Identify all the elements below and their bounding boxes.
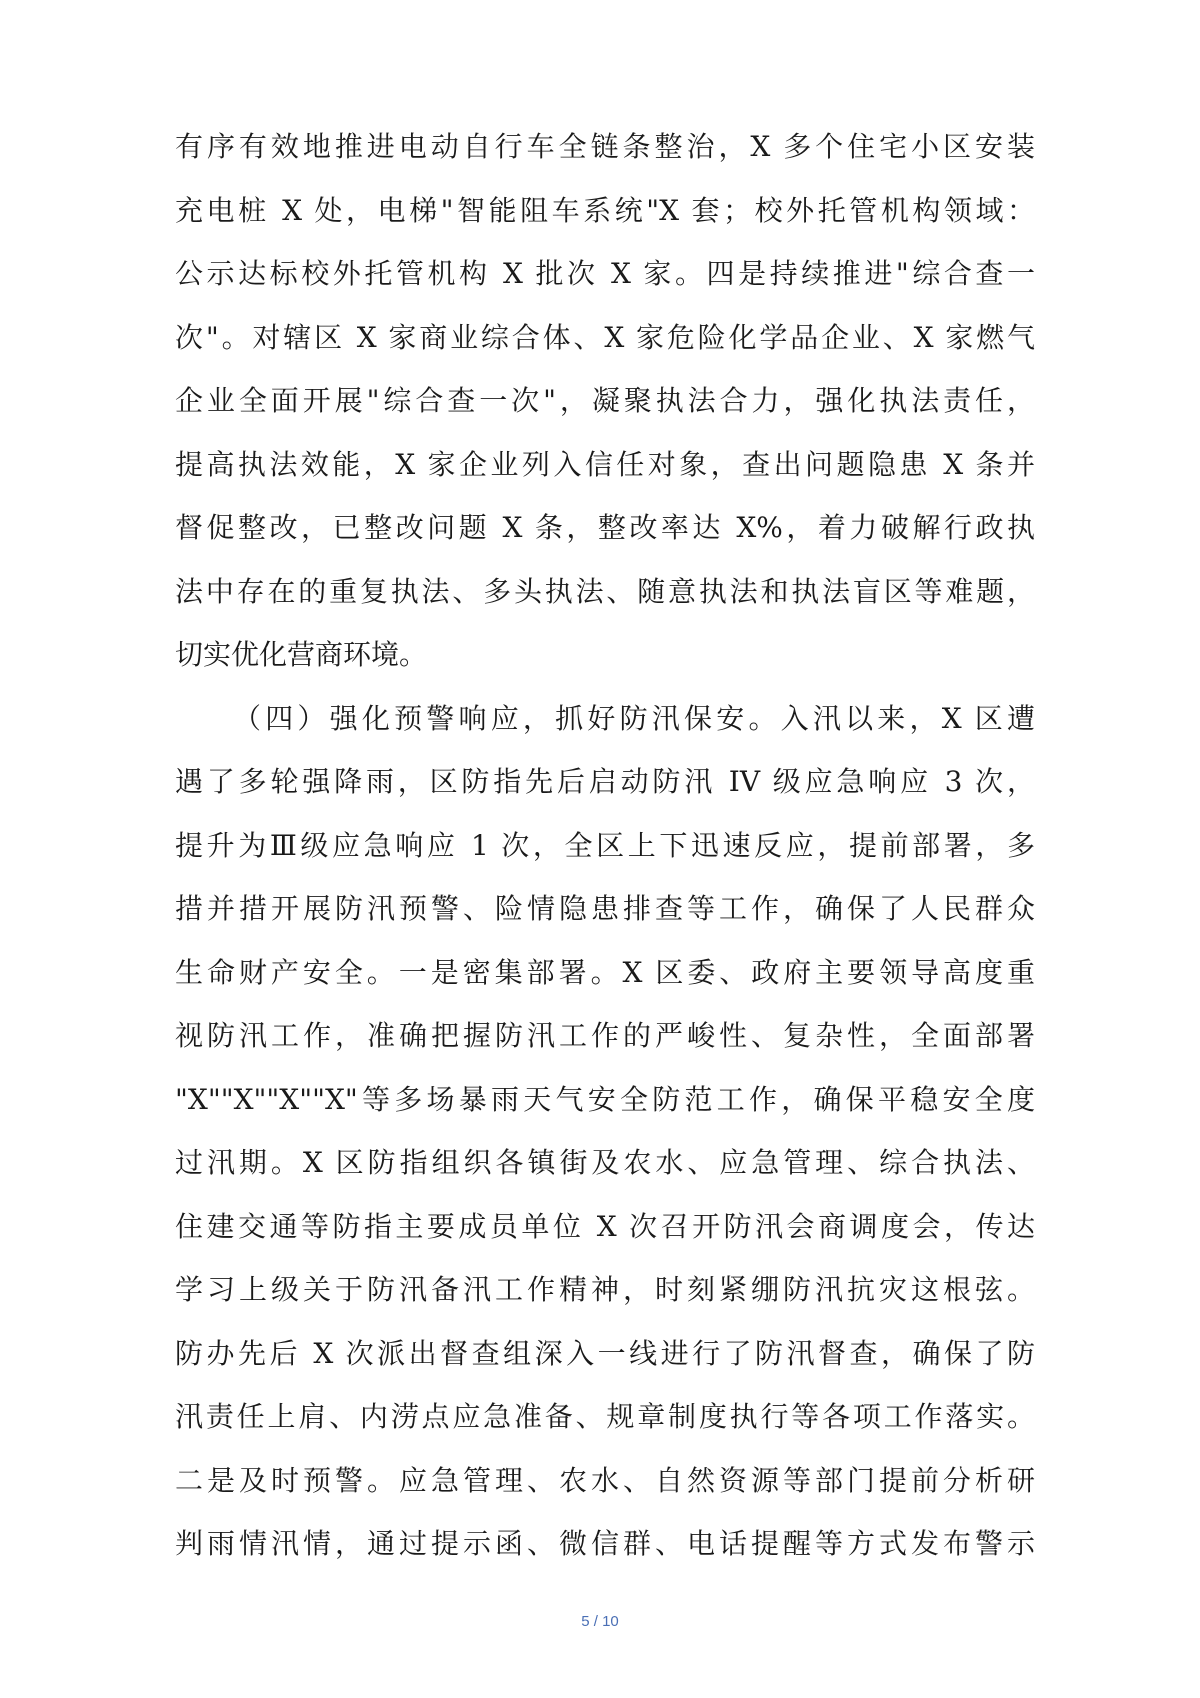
text-line: 有序有效地推进电动自行车全链条整治，X 多个住宅小区安装 bbox=[175, 130, 1035, 163]
text-line: 防办先后 X 次派出督查组深入一线进行了防汛督查，确保了防 bbox=[175, 1336, 1035, 1370]
body-text bbox=[175, 115, 1035, 1576]
text-line: 汛责任上肩、内涝点应急准备、规章制度执行等各项工作落实。 bbox=[175, 1400, 1035, 1433]
page-number: 5 / 10 bbox=[581, 1613, 619, 1630]
text-line: 判雨情汛情，通过提示函、微信群、电话提醒等方式发布警示 bbox=[175, 1527, 1035, 1560]
text-line: 充电桩 X 处，电梯"智能阻车系统"X 套；校外托管机构领域： bbox=[175, 193, 1035, 227]
text-line: 遇了多轮强降雨，区防指先后启动防汛 IV 级应急响应 3 次， bbox=[175, 765, 1035, 798]
text-line: "X""X""X""X"等多场暴雨天气安全防范工作，确保平稳安全度 bbox=[175, 1082, 1035, 1116]
text-line: 次"。对辖区 X 家商业综合体、X 家危险化学品企业、X 家燃气 bbox=[175, 320, 1035, 354]
text-line: 督促整改，已整改问题 X 条，整改率达 X%，着力破解行政执 bbox=[175, 511, 1035, 544]
section-heading-line: （四）强化预警响应，抓好防汛保安。入汛以来，X 区遭 bbox=[233, 701, 1035, 735]
text-line: 法中存在的重复执法、多头执法、随意执法和执法盲区等难题， bbox=[175, 574, 1035, 608]
text-line: 过汛期。X 区防指组织各镇街及农水、应急管理、综合执法、 bbox=[175, 1146, 1035, 1179]
text-line: 学习上级关于防汛备汛工作精神，时刻紧绷防汛抗灾这根弦。 bbox=[175, 1273, 1035, 1306]
text-line: 提升为Ⅲ级应急响应 1 次，全区上下迅速反应，提前部署，多 bbox=[175, 828, 1035, 862]
text-line: 视防汛工作，准确把握防汛工作的严峻性、复杂性，全面部署 bbox=[175, 1019, 1035, 1052]
paragraph-end-line: 切实优化营商环境。 bbox=[175, 638, 428, 671]
text-line: 住建交通等防指主要成员单位 X 次召开防汛会商调度会，传达 bbox=[175, 1209, 1035, 1243]
text-line: 公示达标校外托管机构 X 批次 X 家。四是持续推进"综合查一 bbox=[175, 257, 1035, 290]
text-line: 提高执法效能，X 家企业列入信任对象，查出问题隐患 X 条并 bbox=[175, 447, 1035, 481]
text-line: 企业全面开展"综合查一次"，凝聚执法合力，强化执法责任， bbox=[175, 384, 1035, 417]
text-line: 措并措开展防汛预警、险情隐患排查等工作，确保了人民群众 bbox=[175, 892, 1035, 925]
text-line: 二是及时预警。应急管理、农水、自然资源等部门提前分析研 bbox=[175, 1463, 1035, 1497]
text-line: 生命财产安全。一是密集部署。X 区委、政府主要领导高度重 bbox=[175, 955, 1035, 989]
